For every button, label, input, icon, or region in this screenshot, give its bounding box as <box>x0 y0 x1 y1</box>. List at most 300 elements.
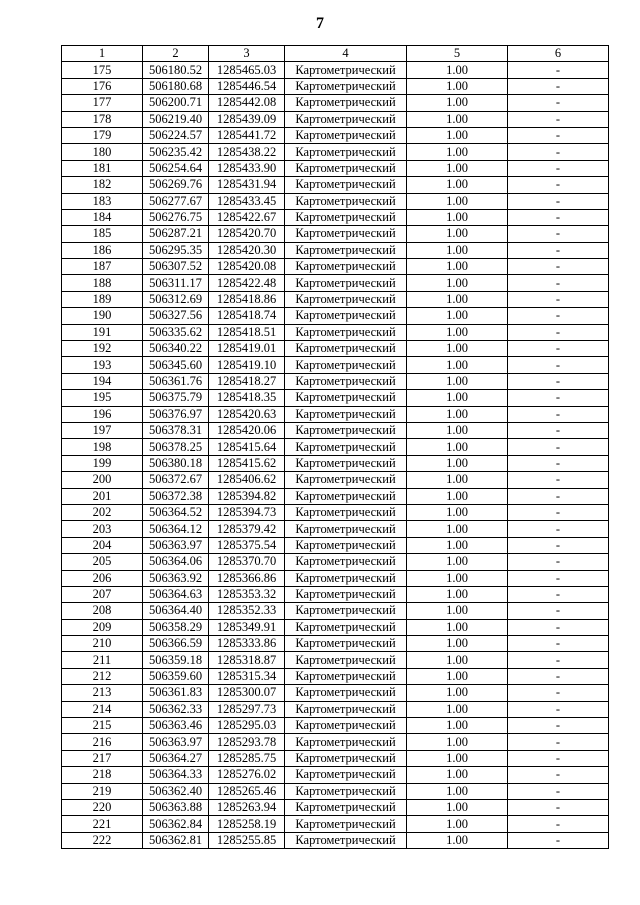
description-cell: - <box>508 193 609 209</box>
accuracy-cell: 1.00 <box>407 373 508 389</box>
method-cell: Картометрический <box>285 488 407 504</box>
description-cell: - <box>508 767 609 783</box>
y-coordinate-cell: 1285258.19 <box>209 816 285 832</box>
y-coordinate-cell: 1285375.54 <box>209 537 285 553</box>
table-row <box>62 603 609 619</box>
x-coordinate-cell: 506358.29 <box>143 619 209 635</box>
accuracy-cell: 1.00 <box>407 226 508 242</box>
point-number-cell: 175 <box>62 62 143 78</box>
y-coordinate-cell: 1285422.48 <box>209 275 285 291</box>
point-number-cell: 217 <box>62 750 143 766</box>
point-number-cell: 187 <box>62 259 143 275</box>
method-cell: Картометрический <box>285 291 407 307</box>
method-cell: Картометрический <box>285 750 407 766</box>
table-row <box>62 341 609 357</box>
accuracy-cell: 1.00 <box>407 636 508 652</box>
x-coordinate-cell: 506378.25 <box>143 439 209 455</box>
method-cell: Картометрический <box>285 832 407 848</box>
y-coordinate-cell: 1285422.67 <box>209 209 285 225</box>
method-cell: Картометрический <box>285 603 407 619</box>
x-coordinate-cell: 506364.27 <box>143 750 209 766</box>
method-cell: Картометрический <box>285 799 407 815</box>
table-row <box>62 537 609 553</box>
description-cell: - <box>508 472 609 488</box>
point-number-cell: 185 <box>62 226 143 242</box>
table-row <box>62 160 609 176</box>
method-cell: Картометрический <box>285 357 407 373</box>
accuracy-cell: 1.00 <box>407 816 508 832</box>
x-coordinate-cell: 506180.52 <box>143 62 209 78</box>
accuracy-cell: 1.00 <box>407 718 508 734</box>
y-coordinate-cell: 1285420.08 <box>209 259 285 275</box>
description-cell: - <box>508 750 609 766</box>
point-number-cell: 220 <box>62 799 143 815</box>
point-number-cell: 198 <box>62 439 143 455</box>
x-coordinate-cell: 506362.33 <box>143 701 209 717</box>
y-coordinate-cell: 1285285.75 <box>209 750 285 766</box>
x-coordinate-cell: 506311.17 <box>143 275 209 291</box>
table-row <box>62 554 609 570</box>
point-number-cell: 210 <box>62 636 143 652</box>
table-row <box>62 127 609 143</box>
accuracy-cell: 1.00 <box>407 406 508 422</box>
method-cell: Картометрический <box>285 537 407 553</box>
accuracy-cell: 1.00 <box>407 734 508 750</box>
method-cell: Картометрический <box>285 324 407 340</box>
description-cell: - <box>508 504 609 520</box>
point-number-cell: 204 <box>62 537 143 553</box>
point-number-cell: 191 <box>62 324 143 340</box>
point-number-cell: 196 <box>62 406 143 422</box>
coordinates-table <box>61 45 609 849</box>
description-cell: - <box>508 324 609 340</box>
method-cell: Картометрический <box>285 226 407 242</box>
table-row <box>62 62 609 78</box>
y-coordinate-cell: 1285431.94 <box>209 177 285 193</box>
y-coordinate-cell: 1285370.70 <box>209 554 285 570</box>
point-number-cell: 212 <box>62 668 143 684</box>
description-cell: - <box>508 406 609 422</box>
table-row <box>62 209 609 225</box>
description-cell: - <box>508 357 609 373</box>
accuracy-cell: 1.00 <box>407 619 508 635</box>
method-cell: Картометрический <box>285 78 407 94</box>
point-number-cell: 221 <box>62 816 143 832</box>
table-row <box>62 636 609 652</box>
accuracy-cell: 1.00 <box>407 390 508 406</box>
point-number-cell: 200 <box>62 472 143 488</box>
x-coordinate-cell: 506376.97 <box>143 406 209 422</box>
description-cell: - <box>508 783 609 799</box>
description-cell: - <box>508 390 609 406</box>
y-coordinate-cell: 1285394.73 <box>209 504 285 520</box>
description-cell: - <box>508 177 609 193</box>
accuracy-cell: 1.00 <box>407 341 508 357</box>
y-coordinate-cell: 1285419.10 <box>209 357 285 373</box>
table-row <box>62 521 609 537</box>
description-cell: - <box>508 422 609 438</box>
accuracy-cell: 1.00 <box>407 291 508 307</box>
table-row <box>62 685 609 701</box>
description-cell: - <box>508 62 609 78</box>
x-coordinate-cell: 506254.64 <box>143 160 209 176</box>
table-row <box>62 816 609 832</box>
description-cell: - <box>508 488 609 504</box>
method-cell: Картометрический <box>285 177 407 193</box>
accuracy-cell: 1.00 <box>407 324 508 340</box>
table-header-row <box>62 46 609 62</box>
header-cell-6: 6 <box>508 46 609 62</box>
method-cell: Картометрический <box>285 767 407 783</box>
point-number-cell: 192 <box>62 341 143 357</box>
x-coordinate-cell: 506363.88 <box>143 799 209 815</box>
accuracy-cell: 1.00 <box>407 603 508 619</box>
y-coordinate-cell: 1285349.91 <box>209 619 285 635</box>
table-body <box>62 62 609 849</box>
x-coordinate-cell: 506364.40 <box>143 603 209 619</box>
point-number-cell: 218 <box>62 767 143 783</box>
x-coordinate-cell: 506364.33 <box>143 767 209 783</box>
accuracy-cell: 1.00 <box>407 554 508 570</box>
x-coordinate-cell: 506335.62 <box>143 324 209 340</box>
method-cell: Картометрический <box>285 390 407 406</box>
table-row <box>62 570 609 586</box>
description-cell: - <box>508 537 609 553</box>
description-cell: - <box>508 308 609 324</box>
point-number-cell: 197 <box>62 422 143 438</box>
x-coordinate-cell: 506312.69 <box>143 291 209 307</box>
method-cell: Картометрический <box>285 455 407 471</box>
x-coordinate-cell: 506366.59 <box>143 636 209 652</box>
accuracy-cell: 1.00 <box>407 209 508 225</box>
method-cell: Картометрический <box>285 62 407 78</box>
y-coordinate-cell: 1285353.32 <box>209 586 285 602</box>
table-row <box>62 488 609 504</box>
method-cell: Картометрический <box>285 275 407 291</box>
description-cell: - <box>508 111 609 127</box>
x-coordinate-cell: 506200.71 <box>143 95 209 111</box>
header-cell-2: 2 <box>143 46 209 62</box>
x-coordinate-cell: 506363.97 <box>143 734 209 750</box>
description-cell: - <box>508 701 609 717</box>
accuracy-cell: 1.00 <box>407 472 508 488</box>
description-cell: - <box>508 291 609 307</box>
description-cell: - <box>508 275 609 291</box>
y-coordinate-cell: 1285418.51 <box>209 324 285 340</box>
y-coordinate-cell: 1285394.82 <box>209 488 285 504</box>
x-coordinate-cell: 506380.18 <box>143 455 209 471</box>
method-cell: Картометрический <box>285 111 407 127</box>
point-number-cell: 186 <box>62 242 143 258</box>
accuracy-cell: 1.00 <box>407 275 508 291</box>
accuracy-cell: 1.00 <box>407 242 508 258</box>
y-coordinate-cell: 1285300.07 <box>209 685 285 701</box>
y-coordinate-cell: 1285333.86 <box>209 636 285 652</box>
x-coordinate-cell: 506359.60 <box>143 668 209 684</box>
description-cell: - <box>508 521 609 537</box>
method-cell: Картометрический <box>285 668 407 684</box>
point-number-cell: 199 <box>62 455 143 471</box>
x-coordinate-cell: 506372.67 <box>143 472 209 488</box>
description-cell: - <box>508 832 609 848</box>
description-cell: - <box>508 570 609 586</box>
x-coordinate-cell: 506340.22 <box>143 341 209 357</box>
y-coordinate-cell: 1285441.72 <box>209 127 285 143</box>
y-coordinate-cell: 1285379.42 <box>209 521 285 537</box>
table-row <box>62 95 609 111</box>
table-row <box>62 455 609 471</box>
description-cell: - <box>508 603 609 619</box>
y-coordinate-cell: 1285265.46 <box>209 783 285 799</box>
x-coordinate-cell: 506219.40 <box>143 111 209 127</box>
x-coordinate-cell: 506363.92 <box>143 570 209 586</box>
method-cell: Картометрический <box>285 422 407 438</box>
method-cell: Картометрический <box>285 570 407 586</box>
y-coordinate-cell: 1285263.94 <box>209 799 285 815</box>
x-coordinate-cell: 506269.76 <box>143 177 209 193</box>
x-coordinate-cell: 506307.52 <box>143 259 209 275</box>
accuracy-cell: 1.00 <box>407 439 508 455</box>
y-coordinate-cell: 1285433.90 <box>209 160 285 176</box>
description-cell: - <box>508 242 609 258</box>
method-cell: Картометрический <box>285 373 407 389</box>
point-number-cell: 182 <box>62 177 143 193</box>
description-cell: - <box>508 636 609 652</box>
accuracy-cell: 1.00 <box>407 259 508 275</box>
table-row <box>62 767 609 783</box>
method-cell: Картометрический <box>285 160 407 176</box>
x-coordinate-cell: 506345.60 <box>143 357 209 373</box>
x-coordinate-cell: 506378.31 <box>143 422 209 438</box>
x-coordinate-cell: 506327.56 <box>143 308 209 324</box>
y-coordinate-cell: 1285433.45 <box>209 193 285 209</box>
table-row <box>62 373 609 389</box>
table-row <box>62 750 609 766</box>
table-row <box>62 242 609 258</box>
description-cell: - <box>508 78 609 94</box>
x-coordinate-cell: 506362.81 <box>143 832 209 848</box>
method-cell: Картометрический <box>285 472 407 488</box>
y-coordinate-cell: 1285439.09 <box>209 111 285 127</box>
header-cell-1: 1 <box>62 46 143 62</box>
y-coordinate-cell: 1285420.06 <box>209 422 285 438</box>
accuracy-cell: 1.00 <box>407 78 508 94</box>
method-cell: Картометрический <box>285 209 407 225</box>
point-number-cell: 188 <box>62 275 143 291</box>
table-row <box>62 701 609 717</box>
header-cell-5: 5 <box>407 46 508 62</box>
description-cell: - <box>508 439 609 455</box>
method-cell: Картометрический <box>285 341 407 357</box>
point-number-cell: 201 <box>62 488 143 504</box>
accuracy-cell: 1.00 <box>407 127 508 143</box>
point-number-cell: 207 <box>62 586 143 602</box>
table-row <box>62 259 609 275</box>
point-number-cell: 183 <box>62 193 143 209</box>
accuracy-cell: 1.00 <box>407 308 508 324</box>
accuracy-cell: 1.00 <box>407 652 508 668</box>
point-number-cell: 177 <box>62 95 143 111</box>
header-cell-4: 4 <box>285 46 407 62</box>
point-number-cell: 205 <box>62 554 143 570</box>
point-number-cell: 180 <box>62 144 143 160</box>
description-cell: - <box>508 718 609 734</box>
description-cell: - <box>508 799 609 815</box>
y-coordinate-cell: 1285418.86 <box>209 291 285 307</box>
method-cell: Картометрический <box>285 718 407 734</box>
method-cell: Картометрический <box>285 521 407 537</box>
method-cell: Картометрический <box>285 242 407 258</box>
accuracy-cell: 1.00 <box>407 144 508 160</box>
method-cell: Картометрический <box>285 144 407 160</box>
table-row <box>62 504 609 520</box>
accuracy-cell: 1.00 <box>407 767 508 783</box>
description-cell: - <box>508 668 609 684</box>
y-coordinate-cell: 1285352.33 <box>209 603 285 619</box>
x-coordinate-cell: 506362.84 <box>143 816 209 832</box>
y-coordinate-cell: 1285276.02 <box>209 767 285 783</box>
point-number-cell: 193 <box>62 357 143 373</box>
y-coordinate-cell: 1285442.08 <box>209 95 285 111</box>
x-coordinate-cell: 506364.06 <box>143 554 209 570</box>
accuracy-cell: 1.00 <box>407 160 508 176</box>
x-coordinate-cell: 506362.40 <box>143 783 209 799</box>
y-coordinate-cell: 1285293.78 <box>209 734 285 750</box>
description-cell: - <box>508 209 609 225</box>
point-number-cell: 208 <box>62 603 143 619</box>
accuracy-cell: 1.00 <box>407 685 508 701</box>
method-cell: Картометрический <box>285 554 407 570</box>
method-cell: Картометрический <box>285 619 407 635</box>
point-number-cell: 195 <box>62 390 143 406</box>
description-cell: - <box>508 734 609 750</box>
method-cell: Картометрический <box>285 193 407 209</box>
point-number-cell: 184 <box>62 209 143 225</box>
y-coordinate-cell: 1285418.74 <box>209 308 285 324</box>
point-number-cell: 222 <box>62 832 143 848</box>
accuracy-cell: 1.00 <box>407 111 508 127</box>
point-number-cell: 219 <box>62 783 143 799</box>
accuracy-cell: 1.00 <box>407 95 508 111</box>
method-cell: Картометрический <box>285 259 407 275</box>
description-cell: - <box>508 127 609 143</box>
table-row <box>62 619 609 635</box>
accuracy-cell: 1.00 <box>407 357 508 373</box>
page-number: 7 <box>316 15 324 32</box>
accuracy-cell: 1.00 <box>407 783 508 799</box>
table-row <box>62 357 609 373</box>
method-cell: Картометрический <box>285 652 407 668</box>
table-row <box>62 439 609 455</box>
table-row <box>62 472 609 488</box>
x-coordinate-cell: 506361.76 <box>143 373 209 389</box>
description-cell: - <box>508 95 609 111</box>
y-coordinate-cell: 1285465.03 <box>209 62 285 78</box>
accuracy-cell: 1.00 <box>407 488 508 504</box>
accuracy-cell: 1.00 <box>407 504 508 520</box>
accuracy-cell: 1.00 <box>407 701 508 717</box>
x-coordinate-cell: 506364.63 <box>143 586 209 602</box>
point-number-cell: 194 <box>62 373 143 389</box>
table-row <box>62 111 609 127</box>
description-cell: - <box>508 144 609 160</box>
description-cell: - <box>508 816 609 832</box>
x-coordinate-cell: 506363.97 <box>143 537 209 553</box>
y-coordinate-cell: 1285318.87 <box>209 652 285 668</box>
table-row <box>62 734 609 750</box>
accuracy-cell: 1.00 <box>407 521 508 537</box>
y-coordinate-cell: 1285406.62 <box>209 472 285 488</box>
accuracy-cell: 1.00 <box>407 537 508 553</box>
accuracy-cell: 1.00 <box>407 422 508 438</box>
point-number-cell: 179 <box>62 127 143 143</box>
point-number-cell: 181 <box>62 160 143 176</box>
table-row <box>62 799 609 815</box>
table-row <box>62 832 609 848</box>
x-coordinate-cell: 506363.46 <box>143 718 209 734</box>
method-cell: Картометрический <box>285 685 407 701</box>
table-row <box>62 291 609 307</box>
method-cell: Картометрический <box>285 586 407 602</box>
accuracy-cell: 1.00 <box>407 177 508 193</box>
table-row <box>62 668 609 684</box>
y-coordinate-cell: 1285446.54 <box>209 78 285 94</box>
x-coordinate-cell: 506277.67 <box>143 193 209 209</box>
accuracy-cell: 1.00 <box>407 455 508 471</box>
point-number-cell: 189 <box>62 291 143 307</box>
point-number-cell: 203 <box>62 521 143 537</box>
table-row <box>62 275 609 291</box>
accuracy-cell: 1.00 <box>407 750 508 766</box>
point-number-cell: 206 <box>62 570 143 586</box>
table-row <box>62 177 609 193</box>
y-coordinate-cell: 1285420.63 <box>209 406 285 422</box>
y-coordinate-cell: 1285315.34 <box>209 668 285 684</box>
method-cell: Картометрический <box>285 783 407 799</box>
table-row <box>62 308 609 324</box>
y-coordinate-cell: 1285418.35 <box>209 390 285 406</box>
point-number-cell: 178 <box>62 111 143 127</box>
accuracy-cell: 1.00 <box>407 668 508 684</box>
y-coordinate-cell: 1285295.03 <box>209 718 285 734</box>
point-number-cell: 215 <box>62 718 143 734</box>
x-coordinate-cell: 506287.21 <box>143 226 209 242</box>
table-row <box>62 406 609 422</box>
x-coordinate-cell: 506295.35 <box>143 242 209 258</box>
point-number-cell: 176 <box>62 78 143 94</box>
method-cell: Картометрический <box>285 636 407 652</box>
point-number-cell: 213 <box>62 685 143 701</box>
description-cell: - <box>508 685 609 701</box>
y-coordinate-cell: 1285255.85 <box>209 832 285 848</box>
method-cell: Картометрический <box>285 127 407 143</box>
point-number-cell: 209 <box>62 619 143 635</box>
description-cell: - <box>508 619 609 635</box>
accuracy-cell: 1.00 <box>407 799 508 815</box>
description-cell: - <box>508 586 609 602</box>
x-coordinate-cell: 506364.52 <box>143 504 209 520</box>
y-coordinate-cell: 1285420.70 <box>209 226 285 242</box>
x-coordinate-cell: 506224.57 <box>143 127 209 143</box>
method-cell: Картометрический <box>285 95 407 111</box>
accuracy-cell: 1.00 <box>407 586 508 602</box>
point-number-cell: 214 <box>62 701 143 717</box>
description-cell: - <box>508 259 609 275</box>
table-row <box>62 226 609 242</box>
x-coordinate-cell: 506276.75 <box>143 209 209 225</box>
point-number-cell: 190 <box>62 308 143 324</box>
accuracy-cell: 1.00 <box>407 570 508 586</box>
